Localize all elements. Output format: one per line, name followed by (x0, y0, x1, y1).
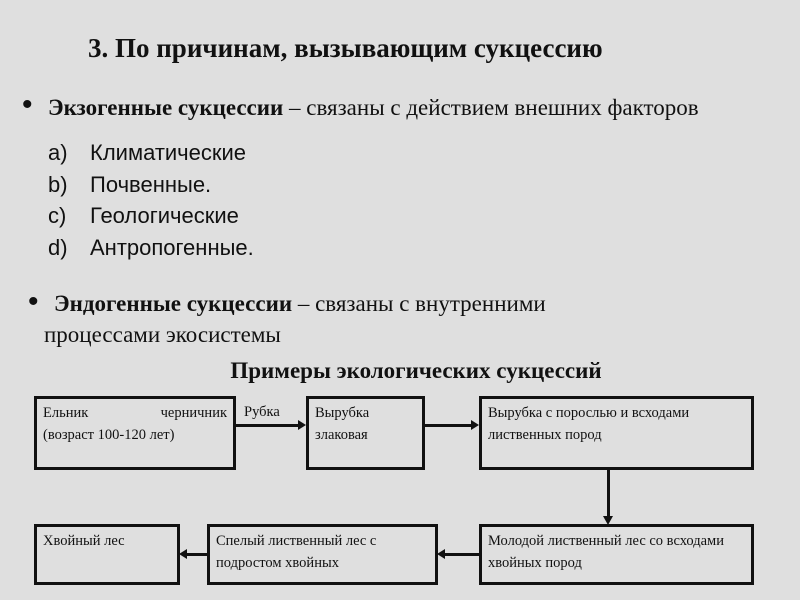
endogenous-desc-line2: процессами экосистемы (44, 322, 281, 347)
stage-mature-deciduous: Спелый лиственный лес с подростом хвойных (207, 524, 438, 585)
box-text: (возраст 100-120 лет) (43, 427, 175, 443)
arrow-right-icon (298, 420, 306, 430)
list-item (48, 235, 254, 261)
exogenous-desc: – связаны с действием внешних факторов (283, 95, 699, 120)
list-marker: b) (48, 172, 68, 197)
list-label: Геологические (90, 203, 239, 228)
endogenous-bullet (54, 291, 546, 317)
list-label: Антропогенные. (90, 235, 254, 260)
slide-title: 3. По причинам, вызывающим сукцессию (88, 33, 603, 63)
stage-spruce-forest (34, 396, 236, 470)
diagram-title: Примеры экологических сукцессий (230, 358, 602, 383)
arrow-left-icon (437, 549, 445, 559)
stage-young-deciduous: Молодой лиственный лес со всходами хвойных пород (479, 524, 754, 585)
arrow-label: Рубка (244, 404, 280, 420)
endogenous-term: Эндогенные сукцессии (54, 291, 293, 316)
stage-clearing-deciduous: Вырубка с порослью и всходами лиственных пород (479, 396, 754, 470)
bullet-icon: • (28, 285, 39, 318)
list-item (48, 203, 239, 229)
arrow-line (607, 469, 610, 517)
box-text: черничник (160, 405, 227, 421)
stage-coniferous-forest: Хвойный лес (34, 524, 180, 585)
list-item (48, 140, 246, 166)
endogenous-desc: – связаны с внутренними (292, 291, 546, 316)
arrow-line (235, 424, 299, 427)
list-label: Климатические (90, 140, 247, 165)
list-marker: a) (48, 140, 68, 165)
arrow-line (424, 424, 472, 427)
arrow-left-icon (179, 549, 187, 559)
list-marker: c) (48, 203, 67, 228)
bullet-icon: • (22, 88, 33, 121)
exogenous-term: Экзогенные сукцессии (48, 95, 284, 120)
box-text: Ельник (43, 405, 89, 421)
arrow-line (444, 553, 479, 556)
arrow-line (186, 553, 207, 556)
exogenous-bullet (48, 95, 699, 121)
stage-grass-clearing: Вырубка злаковая (306, 396, 425, 470)
list-marker: d) (48, 235, 68, 260)
arrow-right-icon (471, 420, 479, 430)
list-item (48, 172, 211, 198)
list-label: Почвенные. (90, 172, 212, 197)
